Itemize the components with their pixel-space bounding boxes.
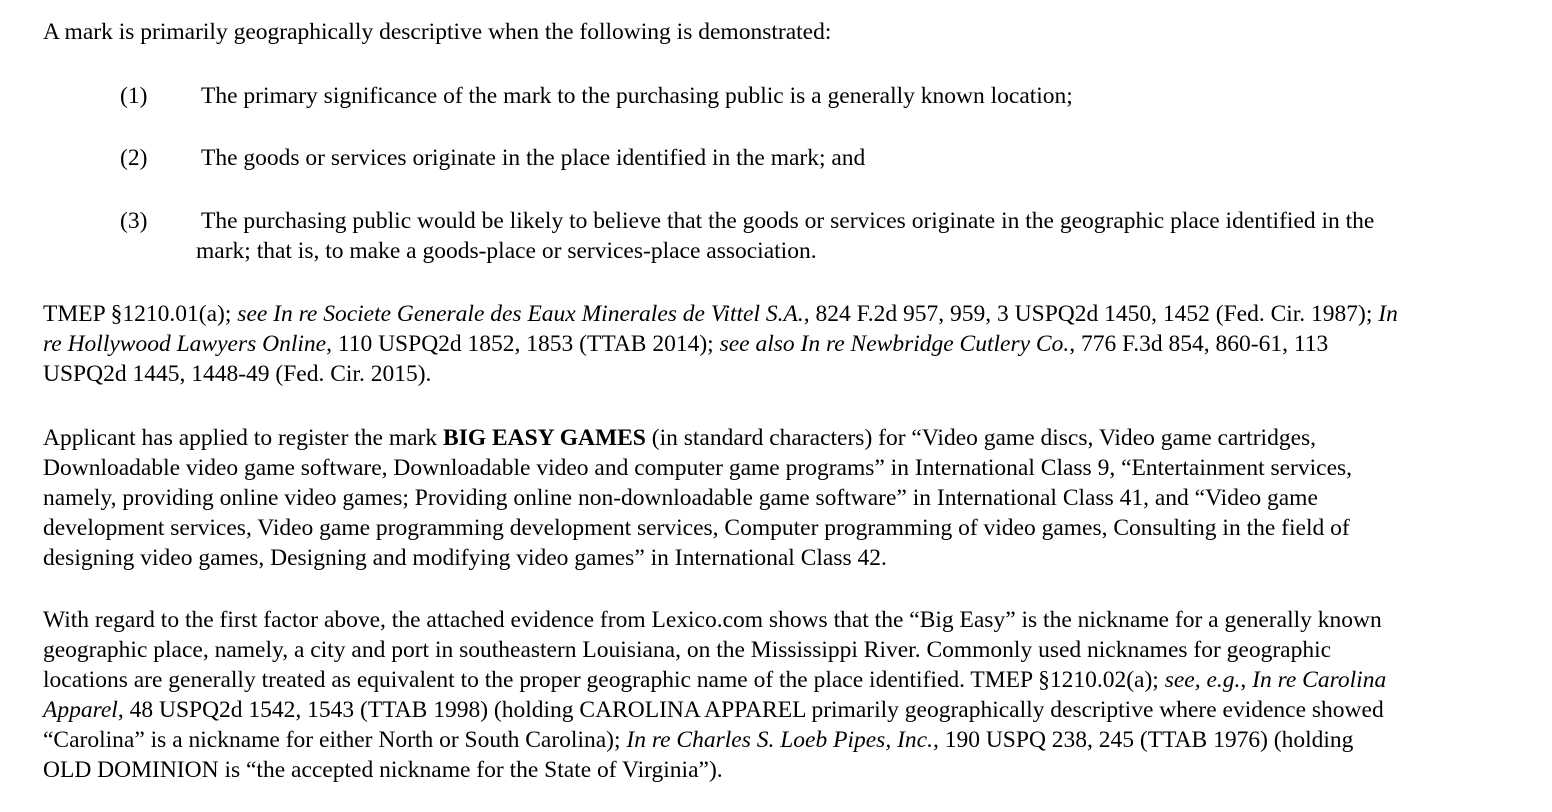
application-line-4: development services, Video game programming development services, Computer programming of video games, Consulting in the field of [43, 515, 1350, 541]
factor-number: (2) [120, 145, 148, 171]
analysis-line-5: “Carolina” is a nickname for either North or South Carolina); In re Charles S. Loeb Pipes, Inc., 190 USPQ 238, 245 (TTAB 1976) (holding [43, 727, 1354, 753]
factor-text-continued: mark; that is, to make a goods-place or services-place association. [196, 238, 817, 264]
analysis-paragraph [43, 605, 1518, 785]
analysis-line-3: locations are generally treated as equivalent to the proper geographic name of the place identified. TMEP §1210.02(a); see, e.g., In re Carolina [43, 667, 1387, 693]
analysis-line-2: geographic place, namely, a city and port in southeastern Louisiana, on the Mississippi River. Commonly used nicknames for geographic [43, 637, 1332, 663]
factor-text: The purchasing public would be likely to believe that the goods or services originate in the geographic place identified in the [201, 208, 1375, 234]
analysis-line-6: OLD DOMINION is “the accepted nickname for the State of Virginia”). [43, 757, 723, 783]
application-paragraph [43, 423, 1518, 573]
application-line-3: namely, providing online video games; Providing online non-downloadable game software” in International Class 41, and “Video game [43, 485, 1318, 511]
intro-paragraph [43, 17, 1518, 47]
intro-text: A mark is primarily geographically descriptive when the following is demonstrated: [43, 19, 832, 45]
citation-paragraph [43, 299, 1518, 389]
factor-number: (3) [120, 208, 148, 234]
analysis-line-4: Apparel, 48 USPQ2d 1542, 1543 (TTAB 1998) (holding CAROLINA APPAREL primarily geographically descriptive where evidence showed [43, 697, 1384, 723]
factor-number: (1) [120, 83, 148, 109]
citation-line-3: USPQ2d 1445, 1448-49 (Fed. Cir. 2015). [43, 361, 432, 387]
application-line-2: Downloadable video game software, Downloadable video and computer game programs” in International Class 9, “Entertainment services, [43, 455, 1353, 481]
factor-text: The goods or services originate in the place identified in the mark; and [201, 145, 866, 171]
factor-text: The primary significance of the mark to the purchasing public is a generally known location; [201, 83, 1073, 109]
citation-line-2: re Hollywood Lawyers Online, 110 USPQ2d 1852, 1853 (TTAB 2014); see also In re Newbridge Cutlery Co., 776 F.3d 854, 860-61, 113 [43, 331, 1329, 357]
citation-line-1: TMEP §1210.01(a); see In re Societe Generale des Eaux Minerales de Vittel S.A., 824 F.2d 957, 959, 3 USPQ2d 1450, 1452 (Fed. Cir. 1987); In [43, 301, 1398, 327]
application-line-1: Applicant has applied to register the mark BIG EASY GAMES (in standard characters) for “Video game discs, Video game cartridges, [43, 425, 1317, 451]
mark-name: BIG EASY GAMES [443, 425, 646, 451]
application-line-5: designing video games, Designing and modifying video games” in International Class 42. [43, 545, 887, 571]
analysis-line-1: With regard to the first factor above, the attached evidence from Lexico.com shows that the “Big Easy” is the nickname for a generally known [43, 607, 1382, 633]
